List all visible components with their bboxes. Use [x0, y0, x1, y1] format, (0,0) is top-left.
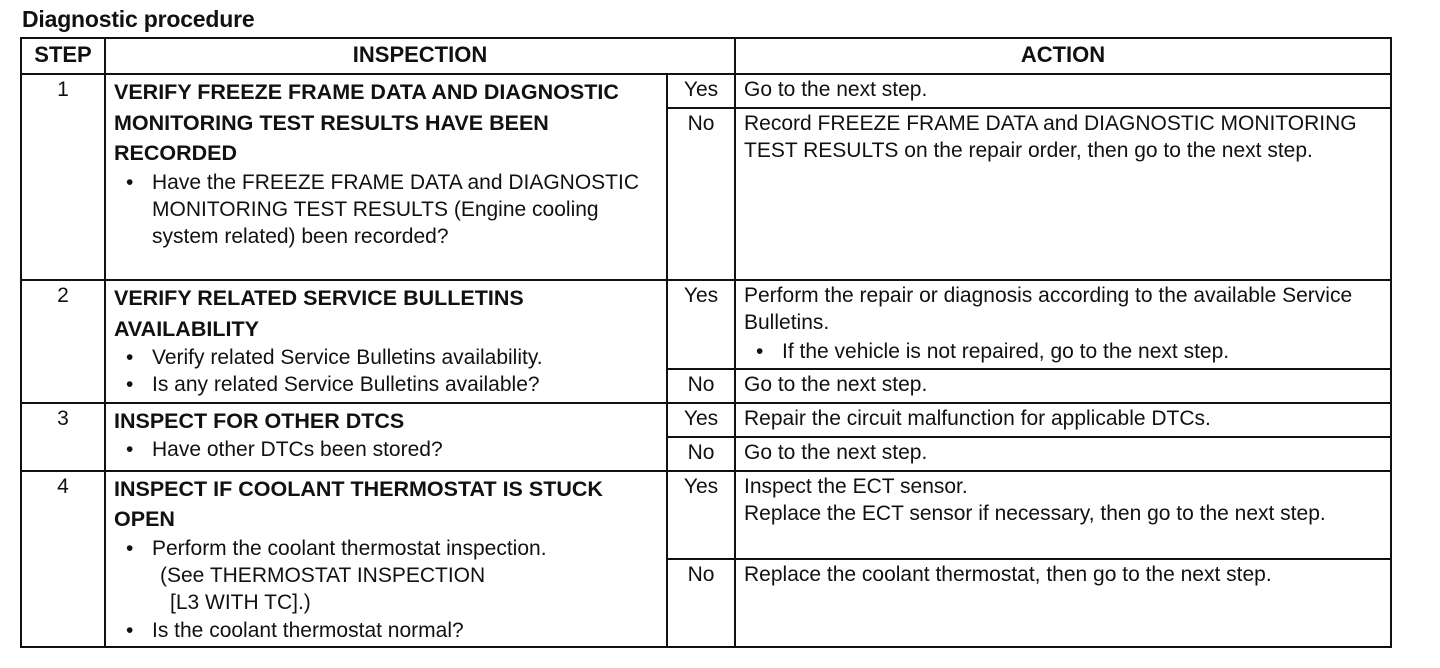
inspection-bullet: • Have other DTCs been stored? [114, 436, 658, 463]
yes-label: Yes [667, 471, 735, 559]
inspection-title: VERIFY FREEZE FRAME DATA AND DIAGNOSTIC MONITORING TEST RESULTS HAVE BEEN RECORDED [114, 80, 619, 166]
header-action: ACTION [735, 38, 1391, 74]
yes-label: Yes [667, 280, 735, 369]
no-label: No [667, 108, 735, 280]
diagnostic-procedure-table [20, 37, 1392, 648]
yes-action: Inspect the ECT sensor. [744, 474, 968, 498]
inspection-title: VERIFY RELATED SERVICE BULLETINS AVAILABILITY [114, 286, 524, 341]
inspection-cell [105, 280, 667, 403]
no-action: Record FREEZE FRAME DATA and DIAGNOSTIC MONITORING TEST RESULTS on the repair order, then go to the next step. [735, 108, 1391, 280]
inspection-cell [105, 74, 667, 280]
yes-action-cell [735, 280, 1391, 369]
inspection-bullet: • Is the coolant thermostat normal? [114, 617, 658, 644]
inspection-title: INSPECT IF COOLANT THERMOSTAT IS STUCK OPEN [114, 476, 603, 532]
header-step: STEP [21, 38, 105, 74]
no-label: No [667, 559, 735, 647]
yes-action: Go to the next step. [735, 74, 1391, 108]
step-number: 1 [21, 74, 105, 280]
step-number: 2 [21, 280, 105, 403]
no-label: No [667, 369, 735, 403]
yes-action: Replace the ECT sensor if necessary, then go to the next step. [744, 501, 1326, 525]
table-row [21, 74, 1391, 108]
reference-line: [L3 WITH TC].) [170, 591, 311, 615]
table-row [21, 471, 1391, 559]
yes-label: Yes [667, 74, 735, 108]
no-action: Go to the next step. [735, 369, 1391, 403]
action-bullet: • If the vehicle is not repaired, go to the next step. [744, 339, 1382, 366]
page-title: Diagnostic procedure [22, 6, 255, 32]
step-number: 4 [21, 471, 105, 647]
inspection-bullets [114, 169, 658, 251]
yes-action-cell [735, 471, 1391, 559]
yes-action: Repair the circuit malfunction for applicable DTCs. [735, 403, 1391, 437]
header-row [21, 38, 1391, 74]
step-number: 3 [21, 403, 105, 471]
action-bullets [744, 339, 1382, 366]
inspection-bullet: • Verify related Service Bulletins availability. [114, 344, 658, 371]
no-label: No [667, 437, 735, 471]
no-action: Replace the coolant thermostat, then go to the next step. [735, 559, 1391, 647]
inspection-bullets [114, 436, 658, 463]
header-inspection: INSPECTION [105, 38, 735, 74]
inspection-title: INSPECT FOR OTHER DTCS [114, 408, 405, 433]
table-row [21, 280, 1391, 369]
reference-line: (See THERMOSTAT INSPECTION [160, 563, 486, 587]
no-action: Go to the next step. [735, 437, 1391, 471]
table-row [21, 403, 1391, 437]
yes-label: Yes [667, 403, 735, 437]
yes-action: Perform the repair or diagnosis according to the available Service Bulletins. [744, 284, 1353, 334]
inspection-cell [105, 403, 667, 471]
inspection-cell [105, 471, 667, 647]
inspection-bullet-text: Perform the coolant thermostat inspection. [152, 536, 547, 560]
inspection-bullets [114, 344, 658, 399]
inspection-bullets [114, 535, 658, 644]
inspection-bullet: • Have the FREEZE FRAME DATA and DIAGNOSTIC MONITORING TEST RESULTS (Engine cooling system related) been recorded? [114, 169, 658, 251]
inspection-bullet [114, 535, 658, 617]
inspection-bullet: • Is any related Service Bulletins available? [114, 371, 658, 398]
